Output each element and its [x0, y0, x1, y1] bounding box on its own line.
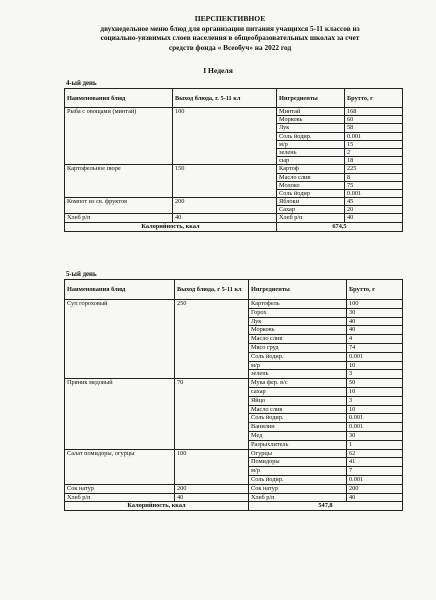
column-header: Наименования блюд	[65, 89, 173, 108]
dish-name: Суп гороховый	[65, 300, 175, 379]
ingredient-name: м/р	[249, 467, 347, 476]
ingredient-gross: 30	[347, 431, 403, 440]
ingredient-name: Молоко	[277, 181, 345, 189]
ingredient-name: Морковь	[249, 326, 347, 335]
ingredient-gross: 20	[345, 206, 403, 214]
ingredient-name: сахар	[249, 387, 347, 396]
ingredient-gross: 7	[347, 467, 403, 476]
ingredient-gross: 0.001	[345, 132, 403, 140]
ingredient-name: Лук	[277, 124, 345, 132]
ingredient-gross: 8	[345, 173, 403, 181]
ingredient-gross: 58	[345, 124, 403, 132]
ingredient-name: Мед	[249, 431, 347, 440]
calorie-value: 547,8	[249, 502, 403, 511]
ingredient-gross: 0.001	[347, 475, 403, 484]
calorie-row	[65, 222, 403, 231]
ingredient-gross: 1	[347, 440, 403, 449]
header-line-4: средств фонда « Всеобуч» на 2022 год	[168, 42, 292, 52]
column-header: Выход блюда, г 5-11 кл	[175, 280, 249, 300]
ingredient-gross: 40	[347, 317, 403, 326]
ingredient-gross: 100	[347, 300, 403, 309]
ingredient-name: Масло слив	[249, 405, 347, 414]
ingredient-gross: 10	[347, 405, 403, 414]
ingredient-name: сыр	[277, 157, 345, 165]
ingredient-name: Картоф	[277, 165, 345, 173]
ingredient-name: Мука фер. в/с	[249, 379, 347, 388]
ingredient-gross: 10	[347, 387, 403, 396]
ingredient-name: Разрыхлитель	[249, 440, 347, 449]
ingredient-name: Огурцы	[249, 449, 347, 458]
header-line-3: социально-уязвимых слоев населения в общеобразовательных школах за счет	[100, 33, 360, 43]
ingredient-gross: 45	[345, 198, 403, 206]
column-header: Наименования блюд	[65, 280, 175, 300]
day4-menu-table	[64, 88, 403, 232]
dish-yield: 250	[175, 300, 249, 379]
column-header: Выход блюда, г. 5-11 кл	[173, 89, 277, 108]
day5-label: 5-ый день	[66, 271, 97, 278]
ingredient-name: Минтай	[277, 108, 345, 116]
ingredient-gross: 0.001	[345, 189, 403, 197]
dish-yield: 40	[175, 493, 249, 502]
dish-yield: 150	[173, 165, 277, 198]
dish-name: Хлеб р/п	[65, 214, 173, 222]
ingredient-name: Сахар	[277, 206, 345, 214]
ingredient-gross: 168	[345, 108, 403, 116]
column-header: Ингредиенты	[277, 89, 345, 108]
ingredient-name: зелень	[249, 370, 347, 379]
ingredient-gross: 0.001	[347, 414, 403, 423]
day4-label: 4-ый день	[66, 80, 97, 87]
dish-yield: 70	[175, 379, 249, 449]
dish-name: Компот из св. фруктов	[65, 198, 173, 214]
dish-name: Пряник медовый	[65, 379, 175, 449]
ingredient-gross: 40	[347, 493, 403, 502]
ingredient-gross: 40	[347, 326, 403, 335]
ingredient-name: Ванилин	[249, 423, 347, 432]
ingredient-name: Яйцо	[249, 396, 347, 405]
ingredient-name: Соль йодир.	[249, 414, 347, 423]
ingredient-name: Соль йодир.	[277, 132, 345, 140]
ingredient-name: Горох	[249, 308, 347, 317]
header-title: ПЕРСПЕКТИВНОЕ	[194, 14, 266, 23]
ingredient-name: Соль йодир.	[249, 475, 347, 484]
day5-menu-table	[64, 279, 403, 511]
ingredient-gross: 30	[347, 308, 403, 317]
ingredient-gross: 2	[345, 148, 403, 156]
calorie-label: Калорийность, ккал	[65, 502, 249, 511]
ingredient-name: Соль йодир	[277, 189, 345, 197]
column-header: Брутто, г	[347, 280, 403, 300]
ingredient-name: Хлеб р/п	[249, 493, 347, 502]
dish-name: Картофельное пюре	[65, 165, 173, 198]
header-line-2: двухнедельное меню блюд для организации питания учащихся 5-11 классов из	[100, 23, 360, 33]
calorie-label: Калорийность, ккал	[65, 222, 277, 231]
table-header-row	[65, 89, 403, 108]
week-label: I Неделя	[203, 66, 233, 75]
table-row	[65, 214, 403, 222]
table-row	[65, 379, 403, 388]
ingredient-name: Помидоры	[249, 458, 347, 467]
dish-yield: 40	[173, 214, 277, 222]
dish-name: Сок натур	[65, 484, 175, 493]
ingredient-gross: 0.001	[347, 352, 403, 361]
ingredient-name: Картофель	[249, 300, 347, 309]
dish-yield: 200	[175, 484, 249, 493]
ingredient-name: Хлеб р/п	[277, 214, 345, 222]
ingredient-gross: 3	[347, 370, 403, 379]
table-row	[65, 198, 403, 206]
ingredient-gross: 40	[345, 214, 403, 222]
ingredient-gross: 4	[347, 335, 403, 344]
table-row	[65, 108, 403, 116]
ingredient-name: Лук	[249, 317, 347, 326]
ingredient-name: Морковь	[277, 116, 345, 124]
ingredient-name: Масло слив	[249, 335, 347, 344]
calorie-value: 674,5	[277, 222, 403, 231]
ingredient-gross: 15	[345, 140, 403, 148]
table-row	[65, 165, 403, 173]
dish-name: Рыба с овощами (минтай)	[65, 108, 173, 165]
table-row	[65, 493, 403, 502]
dish-name: Салат помидоры, огурцы	[65, 449, 175, 484]
ingredient-gross: 62	[347, 449, 403, 458]
ingredient-name: Соль йодир.	[249, 352, 347, 361]
ingredient-name: Сок натур	[249, 484, 347, 493]
ingredient-name: м/р	[249, 361, 347, 370]
ingredient-gross: 41	[347, 458, 403, 467]
table-row	[65, 300, 403, 309]
ingredient-gross: 3	[347, 396, 403, 405]
ingredient-name: Яблоки	[277, 198, 345, 206]
ingredient-gross: 0.001	[347, 423, 403, 432]
dish-name: Хлеб р/п	[65, 493, 175, 502]
dish-yield: 200	[173, 198, 277, 214]
table-row	[65, 484, 403, 493]
ingredient-gross: 225	[345, 165, 403, 173]
table-row	[65, 449, 403, 458]
ingredient-gross: 74	[347, 343, 403, 352]
document-header	[60, 14, 400, 52]
ingredient-gross: 200	[347, 484, 403, 493]
column-header: Брутто, г	[345, 89, 403, 108]
ingredient-gross: 10	[347, 361, 403, 370]
ingredient-name: зелень	[277, 148, 345, 156]
ingredient-gross: 75	[345, 181, 403, 189]
dish-yield: 100	[175, 449, 249, 484]
ingredient-name: Масло слив	[277, 173, 345, 181]
ingredient-gross: 18	[345, 157, 403, 165]
dish-yield: 100	[173, 108, 277, 165]
table-header-row	[65, 280, 403, 300]
ingredient-name: м/р	[277, 140, 345, 148]
column-header: Ингредиенты	[249, 280, 347, 300]
ingredient-name: Мясо груд	[249, 343, 347, 352]
calorie-row	[65, 502, 403, 511]
ingredient-gross: 60	[345, 116, 403, 124]
ingredient-gross: 50	[347, 379, 403, 388]
